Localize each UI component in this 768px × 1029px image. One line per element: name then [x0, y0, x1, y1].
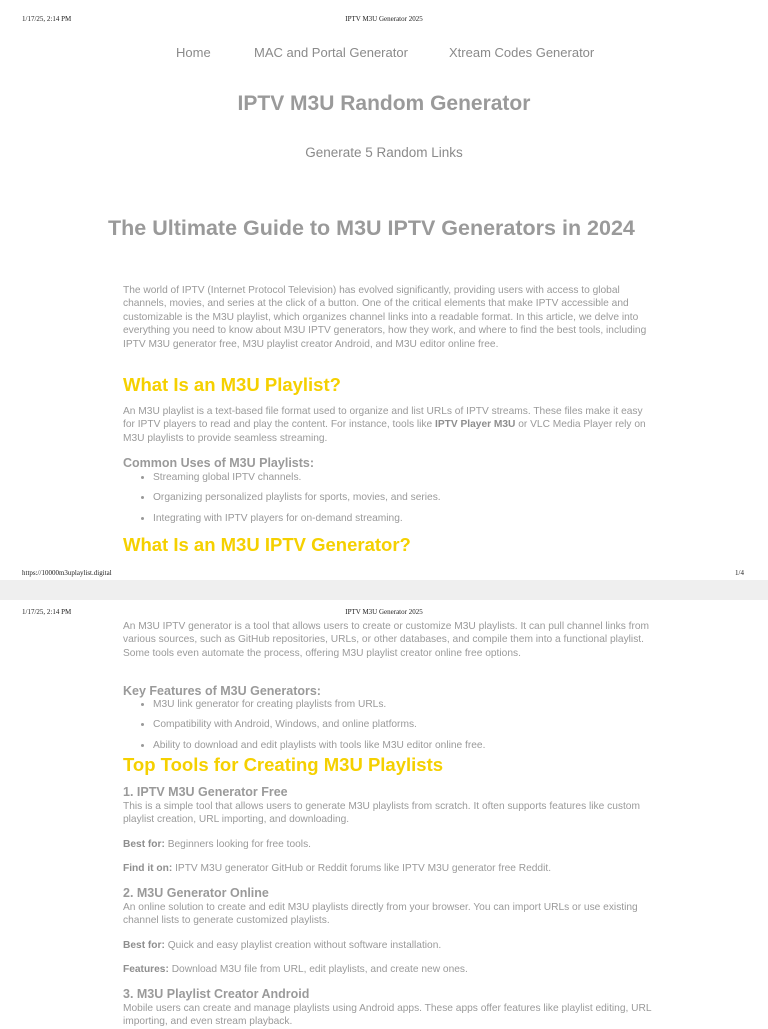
print-timestamp: 1/17/25, 2:14 PM — [22, 15, 72, 23]
tool-2-features — [123, 963, 653, 976]
iptv-player-m3u-bold: IPTV Player M3U — [435, 419, 516, 431]
list-item: • Ability to download and edit playlists with tools like M3U editor online free. — [153, 739, 485, 759]
tool-2-heading: 2. M3U Generator Online — [123, 886, 269, 900]
key-features-list — [137, 698, 485, 759]
nav-link-mac-portal-generator[interactable]: MAC and Portal Generator — [254, 45, 408, 60]
heading-top-tools: Top Tools for Creating M3U Playlists — [123, 754, 444, 775]
list-item: • Streaming global IPTV channels. — [153, 471, 441, 491]
list-item: • Compatibility with Android, Windows, and online platforms. — [153, 718, 485, 738]
tool-1-paragraph: This is a simple tool that allows users to generate M3U playlists from scratch. It often supports features like custom playlist creation, URL importing, and downloading. — [123, 801, 640, 826]
list-item: • Integrating with IPTV players for on-demand streaming. — [153, 512, 441, 532]
generate-links-button[interactable]: Generate 5 Random Links — [305, 145, 463, 160]
playlist-paragraph — [123, 405, 653, 445]
tool-1-find-it-on — [123, 862, 653, 875]
find-it-on-text: IPTV M3U generator GitHub or Reddit forums like IPTV M3U generator free Reddit. — [172, 863, 552, 874]
find-it-on-label: Find it on: — [123, 863, 173, 874]
best-for-label: Best for: — [123, 940, 165, 951]
tool-2-paragraph: An online solution to create and edit M3U playlists directly from your browser. You can import URLs or use existing channel lists to generate customized playlists. — [123, 902, 638, 927]
print-page-title: IPTV M3U Generator 2025 — [345, 15, 423, 23]
nav-link-home[interactable]: Home — [176, 45, 211, 60]
playlist-text-b: or VLC Media Player rely on M3U playlists to provide seamless streaming. — [123, 419, 646, 444]
print-url: https://10000m3uplaylist.digital — [22, 569, 112, 577]
heading-what-is-m3u-iptv-generator: What Is an M3U IPTV Generator? — [123, 534, 411, 555]
page-separator — [0, 580, 768, 600]
heading-what-is-m3u-playlist: What Is an M3U Playlist? — [123, 374, 341, 395]
print-page-title: IPTV M3U Generator 2025 — [345, 608, 423, 616]
intro-paragraph: The world of IPTV (Internet Protocol Television) has evolved significantly, providing users with access to global channels, movies, and series at the click of a button. One of the critical elements that make IPTV accessible and customizable is the M3U playlist, which organizes channel links into a readable format. In this article, we delve into everything you need to know about M3U IPTV generators, how they work, and where to find the best tools, including IPTV M3U generator free, M3U playlist creator Android, and M3U editor online free. — [123, 285, 647, 350]
key-features-heading: Key Features of M3U Generators: — [123, 684, 321, 698]
playlist-text-a: An M3U playlist is a text-based file format used to organize and list URLs of IPTV streams. These files make it easy for IPTV players to read and play the content. For instance, tools like — [123, 406, 643, 431]
tool-3-paragraph: Mobile users can create and manage playlists using Android apps. These apps offer features like playlist editing, URL importing, and even stream playback. — [123, 1003, 652, 1028]
generator-paragraph: An M3U IPTV generator is a tool that allows users to create or customize M3U playlists. It can pull channel links from various sources, such as GitHub repositories, URLs, or other databases, and compile them into a functional playlist. Some tools even automate the process, offering M3U playlist creator online free options. — [123, 621, 650, 659]
list-item: • M3U link generator for creating playlists from URLs. — [153, 698, 485, 718]
print-timestamp: 1/17/25, 2:14 PM — [22, 608, 72, 616]
list-item: • Organizing personalized playlists for sports, movies, and series. — [153, 491, 441, 511]
site-title: IPTV M3U Random Generator — [237, 92, 531, 115]
nav-link-xtream-codes-generator[interactable]: Xtream Codes Generator — [449, 45, 595, 60]
tool-3-heading: 3. M3U Playlist Creator Android — [123, 987, 310, 1001]
tool-2-best-for — [123, 939, 653, 952]
features-label: Features: — [123, 964, 169, 975]
features-text: Download M3U file from URL, edit playlists, and create new ones. — [168, 964, 468, 975]
tool-1-heading: 1. IPTV M3U Generator Free — [123, 785, 288, 799]
best-for-text: Quick and easy playlist creation without software installation. — [164, 940, 442, 951]
article-title: The Ultimate Guide to M3U IPTV Generators in 2024 — [108, 216, 635, 240]
common-uses-list — [137, 471, 441, 532]
tool-1-best-for — [123, 838, 653, 851]
best-for-label: Best for: — [123, 839, 165, 850]
common-uses-heading: Common Uses of M3U Playlists: — [123, 456, 315, 470]
best-for-text: Beginners looking for free tools. — [164, 839, 311, 850]
page-number: 1/4 — [735, 569, 744, 577]
